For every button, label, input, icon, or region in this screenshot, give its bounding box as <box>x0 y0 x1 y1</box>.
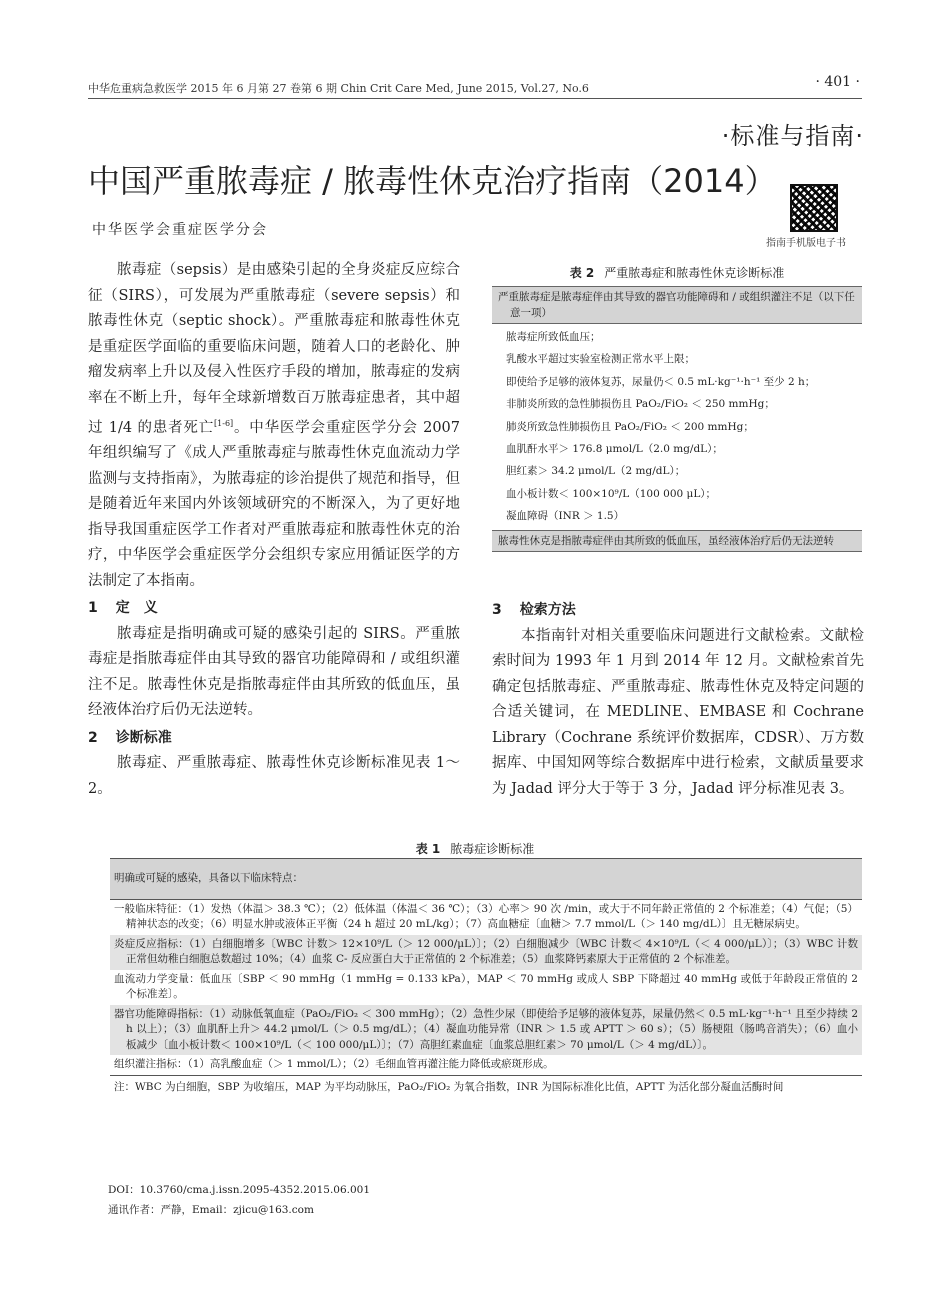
section-3-text: 本指南针对相关重要临床问题进行文献检索。文献检索时间为 1993 年 1 月到 2014 年 12 月。文献检索首先确定包括脓毒症、严重脓毒症、脓毒性休克及特定问题的合适关键词，在 MEDLINE、EMBASE 和 Cochrane Library（Cochrane 系统评价数据库，CDSR）、万方数据库、中国知网等综合数据库中进行检索，文献质量要求为 Jadad 评分大于等于 3 分，Jadad 评分标准见表 3。 <box>492 627 864 797</box>
running-head: 中华危重病急救医学 2015 年 6 月第 27 卷第 6 期 Chin Crit Care Med, June 2015, Vol.27, No.6 <box>88 82 589 95</box>
section-2-heading: 2 诊断标准 <box>88 729 172 746</box>
table-row: 炎症反应指标：（1）白细胞增多〔WBC 计数＞ 12×10⁹/L（＞ 12 000/μL）〕；（2）白细胞减少〔WBC 计数＜ 4×10⁹/L（＜ 4 000/μL）〕；（3）WBC 计数正常但幼稚白细胞总数超过 10%；（4）血浆 C- 反应蛋白大于正常值的 2 个标准差；（5）血浆降钙素原大于正常值的 2 个标准差。 <box>110 935 862 970</box>
table-2 <box>492 286 862 552</box>
section-tag: ·标准与指南· <box>721 122 864 150</box>
table-row: 凝血障碍（INR ＞ 1.5） <box>506 510 625 523</box>
table-row: 脓毒症所致低血压； <box>506 331 601 343</box>
qr-caption: 指南手机版电子书 <box>766 238 846 249</box>
table-row: 血小板计数＜ 100×10⁹/L（100 000 μL）； <box>506 487 717 500</box>
table-row: 血肌酐水平＞ 176.8 μmol/L（2.0 mg/dL）； <box>506 443 723 456</box>
table-2-rows <box>492 324 862 530</box>
table-1-note: 注：WBC 为白细胞，SBP 为收缩压，MAP 为平均动脉压，PaO₂/FiO₂ 为氧合指数，INR 为国际标准化比值，APTT 为活化部分凝血活酶时间 <box>110 1075 862 1096</box>
page-title: 中国严重脓毒症 / 脓毒性休克治疗指南（2014） <box>88 162 777 200</box>
section-1-text: 脓毒症是指明确或可疑的感染引起的 SIRS。严重脓毒症是指脓毒症伴由其导致的器官功能障碍和 / 或组织灌注不足。脓毒性休克是指脓毒症伴由其所致的低血压，虽经液体治疗后仍无法逆转。 <box>88 625 460 719</box>
intro-paragraph: 脓毒症（sepsis）是由感染引起的全身炎症反应综合征（SIRS），可发展为严重脓毒症（severe sepsis）和脓毒性休克（septic shock）。严重脓毒症和脓毒性休克是重症医学面临的重要临床问题，随着人口的老龄化、肿瘤发病率上升以及侵入性医疗手段的增加，脓毒症的发病率在不断上升，每年全球新增数百万脓毒症患者，其中超过 1/4 的患者死亡[1-6]。中华医学会重症医学分会 2007 年组织编写了《成人严重脓毒症与脓毒性休克血流动力学监测与支持指南》，为脓毒症的诊治提供了规范和指导，但是随着近年来国内外该领域研究的不断深入，为了更好地指导我国重症医学工作者对严重脓毒症和脓毒性休克的治疗，中华医学会重症医学分会组织专家应用循证医学的方法制定了本指南。 <box>88 262 460 589</box>
footer <box>108 1180 370 1220</box>
section-1-heading: 1 定 义 <box>88 600 158 617</box>
section-3-heading: 3 检索方法 <box>492 602 576 618</box>
citation[interactable]: [1-6] <box>214 419 234 428</box>
correspondence: 通讯作者：严静，Email：zjicu@163.com <box>108 1204 314 1216</box>
table-row: 肺炎所致急性肺损伤且 PaO₂/FiO₂ ＜ 200 mmHg； <box>506 420 754 433</box>
page-number: · 401 · <box>815 74 860 90</box>
table-row: 乳酸水平超过实验室检测正常水平上限； <box>506 353 695 366</box>
table-row: 血流动力学变量：低血压〔SBP ＜ 90 mmHg（1 mmHg = 0.133 kPa），MAP ＜ 70 mmHg 或成人 SBP 下降超过 40 mmHg 或低于年龄段正常值的 2 个标准差〕。 <box>114 972 858 1000</box>
table-row: 胆红素＞ 34.2 μmol/L（2 mg/dL）； <box>506 465 686 478</box>
author: 中华医学会重症医学分会 <box>92 222 268 238</box>
right-column <box>492 596 864 802</box>
left-column <box>88 258 460 802</box>
table-row: 一般临床特征：（1）发热（体温＞ 38.3 ℃）；（2）低体温（体温＜ 36 ℃）；（3）心率＞ 90 次 /min，或大于不同年龄正常值的 2 个标准差；（4）气促；（5）精神状态的改变；（6）明显水肿或液体正平衡（24 h 超过 20 mL/kg）；（7）高血糖症〔血糖＞ 7.7 mmol/L（＞ 140 mg/dL）〕且无糖尿病史。 <box>114 902 858 930</box>
table-row: 即使给予足够的液体复苏，尿量仍＜ 0.5 mL·kg⁻¹·h⁻¹ 至少 2 h； <box>506 375 816 388</box>
qr-code-icon[interactable] <box>790 184 838 232</box>
table-2-caption: 表 2 严重脓毒症和脓毒性休克诊断标准 <box>569 266 785 280</box>
header-rule <box>88 98 862 99</box>
section-2-text: 脓毒症、严重脓毒症、脓毒性休克诊断标准见表 1～2。 <box>88 755 460 797</box>
table-row: 组织灌注指标：（1）高乳酸血症（＞ 1 mmol/L）；（2）毛细血管再灌注能力降低或瘀斑形成。 <box>114 1058 554 1070</box>
table-2-header: 严重脓毒症是脓毒症伴由其导致的器官功能障碍和 / 或组织灌注不足（以下任意一项） <box>492 286 862 324</box>
table-1 <box>110 858 862 1095</box>
table-row: 非肺炎所致的急性肺损伤且 PaO₂/FiO₂ ＜ 250 mmHg； <box>506 398 775 411</box>
doi[interactable]: DOI：10.3760/cma.j.issn.2095-4352.2015.06.001 <box>108 1184 371 1196</box>
table-row: 器官功能障碍指标：（1）动脉低氧血症（PaO₂/FiO₂ ＜ 300 mmHg）；（2）急性少尿（即使给予足够的液体复苏，尿量仍然＜ 0.5 mL·kg⁻¹·h⁻¹ 且至少持续 2 h 以上）；（3）血肌酐上升＞ 44.2 μmol/L（＞ 0.5 mg/dL）；（4）凝血功能异常（INR ＞ 1.5 或 APTT ＞ 60 s）；（5）肠梗阻（肠鸣音消失）；（6）血小板减少〔血小板计数＜ 100×10⁹/L（＜ 100 000/μL）〕；（7）高胆红素血症〔血浆总胆红素＞ 70 μmol/L（＞ 4 mg/dL）〕。 <box>110 1005 862 1056</box>
table-1-header: 明确或可疑的感染，具备以下临床特点： <box>110 858 862 900</box>
table-1-caption: 表 1 脓毒症诊断标准 <box>415 842 535 856</box>
table-2-footer: 脓毒性休克是指脓毒症伴由其所致的低血压，虽经液体治疗后仍无法逆转 <box>492 530 862 552</box>
